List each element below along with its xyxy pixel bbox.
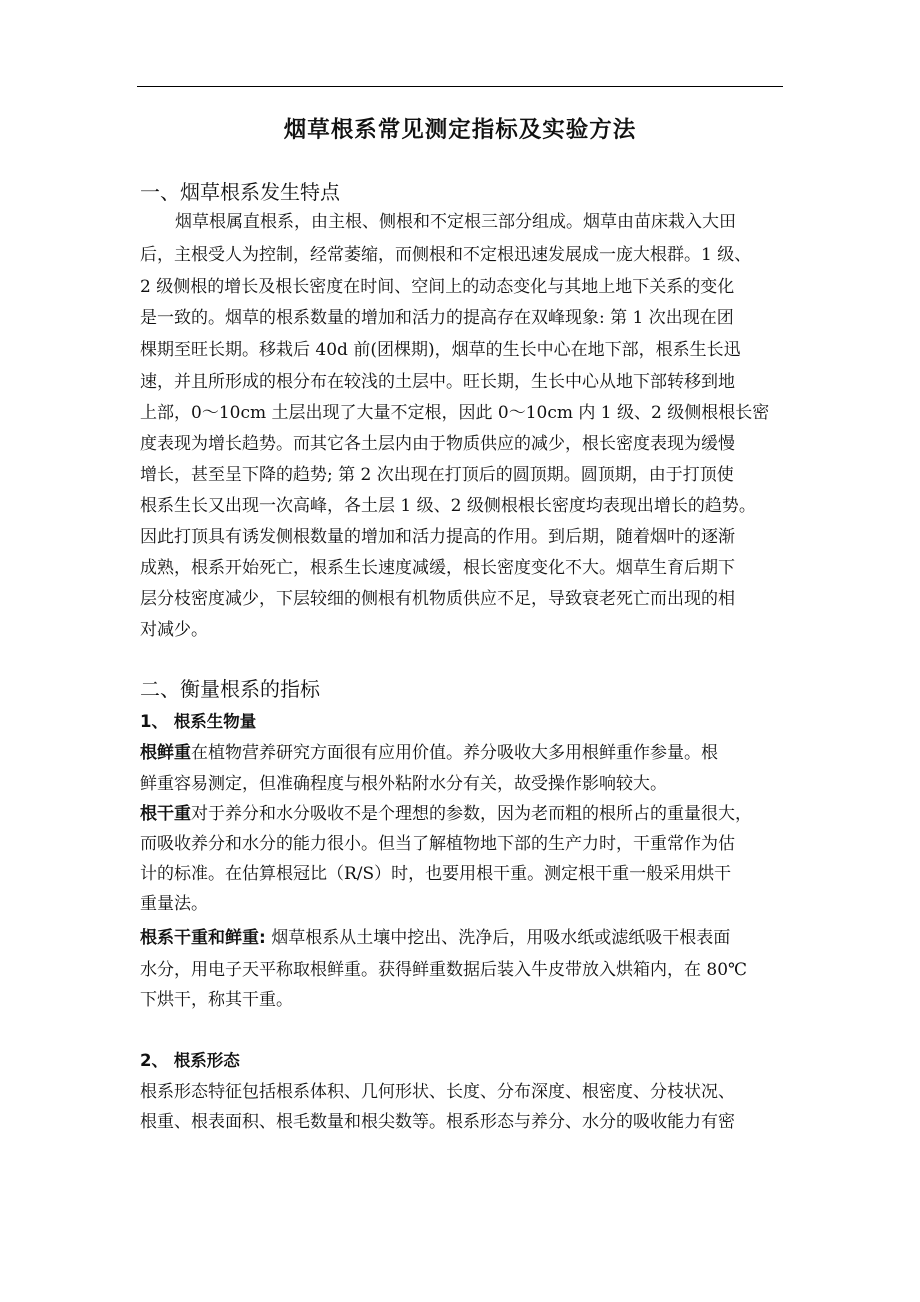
text-line: 2 级侧根的增长及根长密度在时间、空间上的动态变化与其地上地下关系的变化 <box>140 277 735 297</box>
document-title: 烟草根系常见测定指标及实验方法 <box>283 117 637 143</box>
text-line: 下烘干，称其干重。 <box>140 990 293 1010</box>
text-line: 烟草根系从土壤中挖出、洗净后，用吸水纸或滤纸吸干根表面 <box>265 928 731 948</box>
text-line: 在植物营养研究方面很有应用价值。养分吸收大多用根鲜重作参量。根 <box>191 743 718 763</box>
text-line: 而吸收养分和水分的能力很小。但当了解植物地下部的生产力时，干重常作为估 <box>140 834 735 854</box>
text-line: 根系形态特征包括根系体积、几何形状、长度、分布深度、根密度、分枝状况、 <box>140 1082 735 1102</box>
subsection-heading-biomass: 1、 根系生物量 <box>140 712 257 731</box>
text-line: 鲜重容易测定，但准确程度与根外粘附水分有关，故受操作影响较大。 <box>140 774 667 794</box>
section-heading-2: 二、衡量根系的指标 <box>140 677 320 701</box>
subsection-heading-morphology: 2、 根系形态 <box>140 1051 240 1070</box>
text-line: 成熟，根系开始死亡，根系生长速度减缓，根长密度变化不大。烟草生育后期下 <box>140 558 735 578</box>
text-line: 对减少。 <box>140 620 208 640</box>
text-line: 计的标准。在估算根冠比（R/S）时，也要用根干重。测定根干重一般采用烘干 <box>140 864 732 884</box>
paragraph-dry-and-fresh <box>140 923 786 948</box>
text-line: 上部，0～10cm 土层出现了大量不定根，因此 0～10cm 内 1 级、2 级侧根根长密 <box>140 403 770 423</box>
term-dry-and-fresh: 根系干重和鲜重: <box>140 928 266 948</box>
text-line: 速，并且所形成的根分布在较浅的土层中。旺长期，生长中心从地下部转移到地 <box>140 372 735 392</box>
text-line: 是一致的。烟草的根系数量的增加和活力的提高存在双峰现象: 第 1 次出现在团 <box>140 308 734 328</box>
term-fresh-weight: 根鲜重 <box>140 743 191 763</box>
text-line: 因此打顶具有诱发侧根数量的增加和活力提高的作用。到后期，随着烟叶的逐渐 <box>140 527 735 547</box>
paragraph-dry-weight <box>140 799 786 824</box>
term-dry-weight: 根干重 <box>140 804 191 824</box>
paragraph-first-line: 烟草根属直根系，由主根、侧根和不定根三部分组成。烟草由苗床栽入大田 <box>175 212 736 232</box>
text-line: 根系生长又出现一次高峰，各土层 1 级、2 级侧根根长密度均表现出增长的趋势。 <box>140 496 756 516</box>
text-line: 增长，甚至呈下降的趋势; 第 2 次出现在打顶后的圆顶期。圆顶期，由于打顶使 <box>140 465 734 485</box>
text-line: 重量法。 <box>140 894 208 914</box>
text-line: 对于养分和水分吸收不是个理想的参数，因为老而粗的根所占的重量很大， <box>191 804 752 824</box>
text-line: 层分枝密度减少，下层较细的侧根有机物质供应不足，导致衰老死亡而出现的相 <box>140 589 735 609</box>
text-line: 根重、根表面积、根毛数量和根尖数等。根系形态与养分、水分的吸收能力有密 <box>140 1112 735 1132</box>
section-heading-1: 一、烟草根系发生特点 <box>140 180 340 204</box>
paragraph-fresh-weight <box>140 738 786 763</box>
text-line: 棵期至旺长期。移栽后 40d 前(团棵期)，烟草的生长中心在地下部，根系生长迅 <box>140 340 741 360</box>
text-line: 后，主根受人为控制，经常萎缩，而侧根和不定根迅速发展成一庞大根群。1 级、 <box>140 245 752 265</box>
header-rule <box>137 86 783 87</box>
text-line: 水分，用电子天平称取根鲜重。获得鲜重数据后装入牛皮带放入烘箱内，在 80℃ <box>140 960 748 980</box>
text-line: 度表现为增长趋势。而其它各土层内由于物质供应的减少，根长密度表现为缓慢 <box>140 434 735 454</box>
